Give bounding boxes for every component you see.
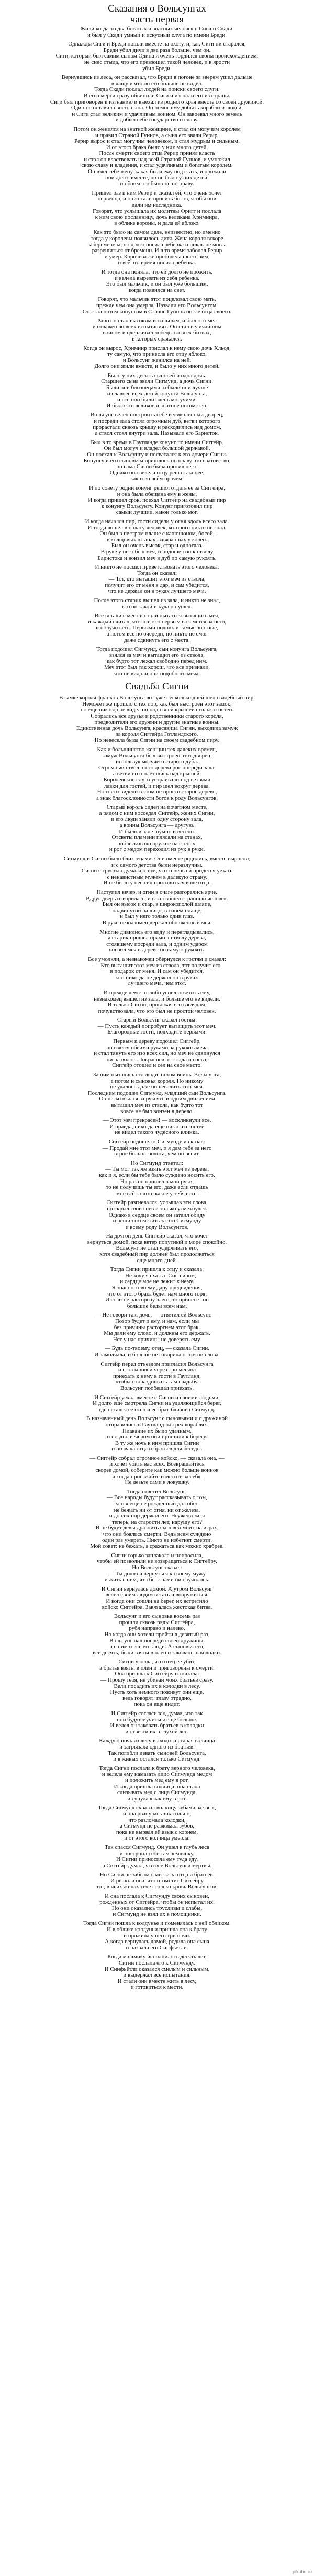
text-paragraph: Когда он вырос, Хримнир прислал к нему свою дочь Хльод, ту самую, что принесла его отцу яблоко, и Вольсунг женился на ней. Долго они жили вместе, и было у них много детей.: [83, 345, 231, 370]
text-paragraph: Тогда Сигни пошла к колдунье и поменялась с ней обликом. И в облике колдуньи пришла она к брату и прожила у него три ночи. А когда вернулась домой, родила она сына и назвала его Синфьётли.: [83, 1920, 231, 1951]
text-paragraph: И Сигни вернулась домой. А утром Вольсунг велел своим людям встать и вооружиться. И когда они сошли на берег, их встретило войско Сиггейра. Завязалась жестокая битва.: [101, 1585, 213, 1610]
section-part-two: [10, 695, 304, 1991]
text-paragraph: И прежде чем кто-либо успел ответить ему, незнакомец вышел из зала, и больше его не видели. И только Сигни, провожая его взглядом, почувствовала, что это был не простой человек.: [94, 989, 220, 1014]
watermark-text: pikabu.ru: [292, 2569, 312, 2574]
text-paragraph: Пришел раз к ним Рерир и сказал ей, что очень хочет первенца, и они стали просить богов, чтобы они дали им наследника. Говорят, что услышала их молитвы Фригг и послала к ним свою посланницу, дочь великана Хримнира, в облике вороны, и дала ей яблоко.: [92, 189, 222, 226]
text-paragraph: И Сиггейр согласился, думая, что так они будут мучиться еще больше. И велел он заковать братьев в колодки и отвезти их в глухой лес.: [110, 1710, 204, 1735]
text-paragraph: Так спасся Сигмунд. Он ушел в глубь леса и построил себе там землянку. И Сигни приносила ему туда еду, а Сиггейр думал, что все Вольсунги мертвы.: [102, 1844, 212, 1869]
text-paragraph: На другой день Сиггейр сказал, что хочет вернуться домой, пока ветер попутный и море спокойно. Вольсунг не стал удерживать его, хотя свадебный пир должен был продолжаться еще много дней.: [87, 1233, 227, 1264]
text-paragraph: Был в то время в Гаутланде конунг по имени Сиггейр. Он был могуч и владел большой державой. Он поехал к Вольсунгу и посватался к его дочери Сигни. Конунгу и его сыновьям пришлось по нраву это сватовство, но сама Сигни была против него. Однако она велела отцу решать за нее, как и во всём прочем.: [83, 439, 231, 482]
text-paragraph: Вольсунг и его сыновья восемь раз прошли сквозь ряды Сиггейра, рубя направо и налево. Но когда они хотели пройти в девятый раз, Вольсунг пал посреди своей дружины, а с ним и все его люди. А сыновья его, все десять, были взяты в плен и закованы в колодки.: [93, 1613, 221, 1656]
page-subtitle: часть первая: [130, 14, 184, 25]
text-paragraph: Тогда Сигни послала к брату верного человека, и велела ему намазать лицо Сигмунда медом и положить мед ему в рот. И когда пришла волчица, она стала слизывать мед с лица Сигмунда, и сунула язык ему в рот.: [99, 1765, 215, 1802]
text-paragraph: Рано он стал высоким и сильным, и был он смел и отважен во всех испытаниях. Он стал величайшим воином и одерживал победы во всех битвах, в которых сражался.: [92, 317, 222, 342]
text-paragraph: Сигни горько заплакала и попросила, чтобы ей позволили не возвращаться к Сиггейру. Но Вольсунг сказал: — Ты должна вернуться к своему мужу и жить с ним, что бы с нами ни случилось.: [97, 1552, 217, 1583]
text-paragraph: После этого старик вышел из зала, и никто не знал, кто он такой и куда он ушел.: [94, 597, 220, 610]
text-paragraph: Сиггейр перед отъездом пригласил Вольсунга и его сыновей через три месяца приехать к нему в гости в Гаутланд, чтобы отпраздновать там свадьбу. Вольсунг пообещал приехать.: [100, 1360, 214, 1391]
text-paragraph: Но Сигни не забыла о мести за отца и братьев. И решила она, что отомстит Сиггейру тот, в чьих жилах течет только кровь Вольсунгов.: [96, 1871, 218, 1890]
text-paragraph: — Сиггейр собрал огромное войско, — сказала она, — и хочет убить вас всех. Возвращайтесь скорее домой, соберите как можно больше воинов и тогда приезжайте и мстите за себя. Не лезьте сами в ловушку.: [89, 1455, 225, 1486]
text-paragraph: За ним пытались его люди, потом воины Вольсунга, а потом и сыновья короля. Но никому не удалось даже пошевелить этот меч. Последним подошел Сигмунд, младший сын Вольсунга. Он легко взялся за рукоять и одним движением вытащил меч из ствола, как будто тот вовсе не был вонзен в дерево.: [87, 1072, 227, 1115]
text-paragraph: И она послала к Сигмунду своих сыновей, рожденных от Сиггейра, чтобы он испытал их. Но они оказались трусливы и слабы, и Сигмунд не взял их в помощники.: [99, 1893, 215, 1917]
text-paragraph: Говорят, что мальчик этот поцеловал свою мать, прежде чем она умерла. Назвали его Вольсунгом. Он стал потом конунгом в Стране Гуннов после отца своего.: [82, 296, 232, 315]
text-paragraph: Вернувшись из леса, он рассказал, что Бреди в погоне за зверем ушел дальше в чащу и что он его больше не видел. Тогда Скади послал людей на поиски своего слуги. В его смерти сразу обвинили Сиги и изгнали его из страны. Сиги был приговорен к изгнанию и выехал из родного края вместе со своей дружиной. Один не оставил своего сына. Он помог ему добыть корабли и людей, и Сиги стал великим и удачливым воином. Он завоевал много земель и добыл себе государство и славу.: [50, 74, 264, 123]
text-paragraph: В замке короля франков Вольсунга вот уже несколько дней шел свадебный пир. Неможет же прошло с тех пор, как был выстроен этот замок, но еще никогда не видел он под своей крышей столько гостей. Собрались все друзья и родственники старого короля, предводители его дружин и другие знатные воины. Единственная дочь Вольсунга, красавица Сигни, выходила замуж за короля Сиггейра Готландского. Но невесела была Сигни на своем свадебном пиру.: [59, 695, 255, 744]
text-paragraph: Сигни узнала, что отец ее убит, а братья взяты в плен и приговорены к смерти. Она пришла к Сиггейру и сказала: — Прошу тебя, не убивай моих братьев сразу. Вели посадить их в колодки в лесу. Пусть хоть немного поживут они еще, ведь говорят: глазу отрадно, пока он еще видит.: [99, 1659, 215, 1708]
text-paragraph: — Этот меч прекрасен! — воскликнули все. И правда, никогда еще никто из гостей не видел такого чудесного клинка.: [103, 1117, 211, 1136]
text-paragraph: Было у них десять сыновей и одна дочь. Старшего сына звали Сигмунд, а дочь Сигни. Были они близнецами, и были они лучше и славнее всех детей конунга Вольсунга, и все они были очень могучими. И было это великое и знатное потомство.: [101, 372, 213, 409]
text-paragraph: Сиггейр подошел к Сигмунду и сказал: — Продай мне этот меч, и я дам тебе за него втрое больше золота, чем он весит.: [102, 1138, 212, 1158]
text-paragraph: Тогда Сигмунд схватил волчицу зубами за язык, и она рванулась так сильно, что разломала колодки, а Сигмунд не разжимал зубов, пока не вырвал ей язык с корнем, и от этого волчица умерла.: [98, 1805, 216, 1842]
text-paragraph: В назначенный день Вольсунг с сыновьями и с дружиной отправились в Гаутланд на трех кораблях. Плавание их было удачным, и поздно вечером они пристали к берегу. В ту же ночь к ним пришла Сигни и позвала отца и братьев для беседы.: [86, 1415, 228, 1452]
text-paragraph: Тогда ответил Вольсунг: — Все народы будут рассказывать о том, что я еще не рожденный дал обет не бежать ни от огня, ни от железа, и до сих пор держал его. Неужели же я теперь, на старости лет, нарушу его? И не будут девы дразнить сыновей моих на играх, что они боялись смерти. Ведь всем суждено один раз умереть. Никто не избегнет смерти. Мой совет: не бежать, а сражаться как можно храбрее.: [90, 1488, 224, 1550]
text-paragraph: — Будь по-твоему, отец, — сказала Сигни. И замолчала, и больше не говорила о том ни слова.: [94, 1345, 220, 1358]
text-paragraph: И никто не посмел приветствовать этого человека. Тогда он сказал: — Тот, кто вытащит этот меч из ствола, получит его от меня в дар, и сам убедится, что не держал он в руках лучшего меча.: [95, 564, 219, 595]
text-paragraph: И когда начался пир, гости сидели у огня вдоль всего зала. И тогда вошел в палату человек, которого никто не знал. Он был в пестром плаще с капюшоном, босой, в холщовых штанах, завязанных у колен. Был он очень высок, стар и одноглаз. В руке у него был меч, и подошел он к стволу Барнстока и вонзил меч в дуб по самую рукоять.: [85, 518, 229, 561]
text-paragraph: Жили когда-то два богатых и знатных человека: Сиги и Скади, и был у Скади умный и искусный слуга по имени Бреди.: [80, 26, 234, 38]
text-paragraph: Все умолкли, а незнакомец обернулся к гостям и сказал: — Кто вытащит этот меч из ствола, тот получит его в подарок от меня. И сам он убедится, что никогда не держал он в руках лучшего меча, чем этот.: [88, 956, 226, 987]
text-paragraph: Многие дивились его виду и переглядывались, а старик прошел прямо к стволу дерева, стоявшему посреди зала, и одним ударом вонзил меч в дерево по самую рукоять.: [99, 928, 215, 954]
text-paragraph: Но Сигмунд ответил: — Ты мог так же взять этот меч из дерева, как и я, если бы тебе было суждено носить его. Но раз он пришел в мои руки, то не получишь ты его, даже если отдашь мне всё золото, какое у тебя есть.: [99, 1160, 215, 1197]
section-part-one: [10, 26, 304, 677]
text-paragraph: Тогда Сигни пришла к отцу и сказала: — Не хочу я ехать с Сиггейром, и сердце мое не лежит к нему. Я знаю по своему дару предвидения, что от этого брака будет нам много горя. И если не расторгнуть его, то принесет он большие беды всем нам.: [105, 1266, 209, 1309]
text-paragraph: Старый король сидел на почетном месте, а рядом с ним восседал Сиггейр, жених Сигни, и его люди заняли одну сторону зала, а воины Вольсунга — другую. И было в зале шумно и весело. Отсветы пламени плясали на стенах, поблескивало оружие на стенах, и рог с медом переходил из рук в руки.: [99, 804, 215, 853]
text-paragraph: Потом он женился на знатной женщине, и стал он могучим королем и правил Страной Гуннов, а сына его звали Рерир. Рерир вырос и стал могучим человеком, и стал мудрым и сильным. И от этого брака было у них много детей. После смерти своего отца Рерир принял власть и стал он властвовать над всей Страной Гуннов, и умножил свою славу и владения, и стал удачливым и богатым королем. Он взял себе жену, какая была ему под стать, и прожили они долго вместе, но не было у них детей, и обоим это было не по нраву.: [73, 126, 241, 187]
text-paragraph: И Сиггейр уехал вместе с Сигни и своими людьми. И долго еще смотрела Сигни на удаляющийся берег, где остался ее отец и ее брат-близнец Сигмунд.: [93, 1394, 221, 1413]
text-paragraph: Первым к дереву подошел Сиггейр, он взялся обеими руками за рукоять меча и стал тянуть его изо всех сил, но меч не сдвинулся ни на волос. Покраснев от стыда и гнева, Сиггейр отошел и сел на свое место.: [94, 1038, 220, 1069]
section-title-wedding: Свадьба Сигни: [125, 681, 189, 693]
text-paragraph: Когда мальчику исполнилось десять лет, Сигни послала его к Сигмунду. И Синфьётли оказался смелым и сильным, и выдержал все испытания. И стали они вместе жить в лесу, и готовиться к мести.: [104, 1954, 210, 1991]
text-paragraph: Сигмунд и Сигни были близнецами. Они вместе родились, вместе выросли, и с самого детства были неразлучны. Сигни с грустью думала о том, что теперь ей придется уехать с ненавистным мужем в далекую страну. И не было у нее сил противиться воле отца.: [63, 856, 251, 887]
text-paragraph: Как и большинство женщин тех далеких времен, замуж Вольсунга был выстроен этот дворец, используя могучего старого дуба. Огромный ствол этого дерева рос посреди зала, а ветви его сплетались над крышей. Королевские слуги устраивали под ветвями лавки для гостей, и пир шел вокруг дерева. Но гости видели в этом не просто старое дерево, а знак благосклонности богов к роду Вольсунгов.: [96, 746, 218, 801]
text-paragraph: Однажды Сиги и Бреди пошли вместе на охоту, и, как Сиги ни старался, Бреди убил дичи в два раза больше, чем он. Сиги, который был самим сыном Одина и очень гордился своим происхождением, не снес стыда, что его превзошел такой человек, и в ярости убил Бреди.: [55, 41, 259, 72]
text-paragraph: Каждую ночь из лесу выходила старая волчица и загрызала одного из братьев. Так погибли девять сыновей Вольсунга, и в живых остался только Сигмунд.: [99, 1738, 215, 1763]
text-paragraph: Старый Вольсунг сказал гостям: — Пусть каждый попробует вытащить этот меч. Благородные гости, подходите первыми.: [97, 1017, 217, 1036]
text-paragraph: Как это было на самом деле, неизвестно, но именно тогда у королевы появилось дитя. Жена короля вскоре забеременела, но долго носила ребенка и никак не могла разрешиться от бремени. И в то время заболел Рерир и умер. Королева же проболела шесть зим, и всё это время носила ребенка.: [87, 229, 227, 266]
text-paragraph: Вольсунг велел построить себе великолепный дворец, и посреди зала стоял огромный дуб, ветви которого прорастали сквозь крышу и расходились над домом, а ствол стоял внутри зала. Называли его Барнсток.: [90, 412, 224, 437]
text-paragraph: Все встали с мест и стали пытаться вытащить меч, и каждый считал, что тот, кто первым возьмется за него, и получит его. Первыми подошли самые знатные, а потом все по очереди, но никто не смог даже сдвинуть его с места.: [87, 612, 227, 643]
page-title: Сказания о Вольсунгах: [108, 3, 206, 14]
text-paragraph: И тогда она поняла, что ей долго не прожить, и велела вырезать из себя ребенка. Это был мальчик, и он был уже большим, когда появился на свет.: [101, 268, 213, 293]
text-paragraph: Сиггейр разгневался, услышав эти слова, но скрыл свой гнев и только усмехнулся. Однако в сердце своем он затаил обиду и решил отомстить за это Сигмунду и всему роду Вольсунгов.: [106, 1199, 208, 1230]
text-paragraph: И по совету родни конунг решил отдать ее за Сиггейра, и она была обещана ему в жены. И когда пришел срок, поехал Сиггейр на свадебный пир к конунгу Вольсунгу. Конунг приготовил пир самый лучший, какой только мог.: [88, 484, 226, 516]
text-paragraph: — Не говори так, дочь, — ответил ей Вольсунг. — Позор будет и ему, и нам, если мы без причины расторгнем этот брак. Мы дали ему слово, и должны его держать. Нет у нас причины не доверять ему.: [95, 1312, 219, 1343]
text-paragraph: Наступил вечер, и огни в очаге разгорелись ярче. Вдруг дверь отворилась, и в зал вошел странный человек. Был он высок и стар, в широкополой шляпе, надвинутой на лицо, в синем плаще, и был у него только один глаз. В руке незнакомец держал обнаженный меч.: [86, 889, 228, 926]
text-paragraph: Тогда подошел Сигмунд, сын конунга Вольсунга, взялся за меч и вытащил его из ствола, как будто тот лежал свободно перед ним. Меч этот был так хорош, что все признали, что не видали они подобного меча.: [96, 646, 218, 677]
